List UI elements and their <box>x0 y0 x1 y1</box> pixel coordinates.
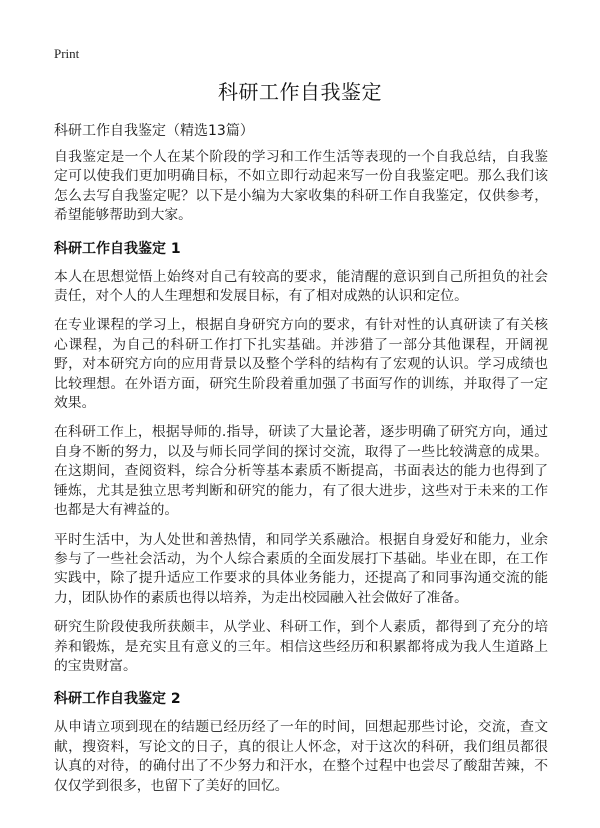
print-link[interactable]: Print <box>54 46 80 61</box>
document-body <box>54 121 548 806</box>
page-title: 科研工作自我鉴定 <box>218 80 382 104</box>
section-1 <box>54 239 548 677</box>
section-heading: 科研工作自我鉴定 1 <box>54 240 181 257</box>
paragraph: 研究生阶段使我所获颇丰，从学业、科研工作，到个人素质，都得到了充分的培养和锻炼，是充实且有意义的三年。相信这些经历和积累都将成为我人生道路上的宝贵财富。 <box>54 619 548 674</box>
paragraph: 在专业课程的学习上，根据自身研究方向的要求，有针对性的认真研读了有关核心课程，为自己的科研工作打下扎实基础。并涉猎了一部分其他课程，开阔视野，对本研究方向的应用背景以及整个学科的结构有了宏观的认识。学习成绩也比较理想。在外语方面，研究生阶段着重加强了书面写作的训练，并取得了一定效果。 <box>54 317 548 412</box>
section-2 <box>54 689 548 796</box>
intro-paragraph: 自我鉴定是一个人在某个阶段的学习和工作生活等表现的一个自我总结，自我鉴定可以使我们更加明确目标，不如立即行动起来写一份自我鉴定吧。那么我们该怎么去写自我鉴定呢？以下是小编为大家收集的科研工作自我鉴定，仅供参考，希望能够帮助到大家。 <box>54 149 548 224</box>
paragraph: 在科研工作上，根据导师的.指导，研读了大量论著，逐步明确了研究方向，通过自身不断的努力，以及与师长同学间的探讨交流，取得了一些比较满意的成果。在这期间，查阅资料，综合分析等基本素质不断提高，书面表达的能力也得到了锤炼，尤其是独立思考判断和研究的能力，有了很大进步，这些对于未来的工作也都是大有裨益的。 <box>54 424 548 519</box>
paragraph: 从申请立项到现在的结题已经历经了一年的时间，回想起那些讨论，交流，查文献，搜资料，写论文的日子，真的很让人怀念，对于这次的科研，我们组员都很认真的对待，的确付出了不少努力和汗水，在整个过程中也尝尽了酸甜苦辣，不仅仅学到很多，也留下了美好的回忆。 <box>54 719 548 794</box>
section-heading: 科研工作自我鉴定 2 <box>54 691 181 708</box>
paragraph: 平时生活中，为人处世和善热情，和同学关系融洽。根据自身爱好和能力，业余参与了一些社会活动，为个人综合素质的全面发展打下基础。毕业在即，在工作实践中，除了提升适应工作要求的具体业务能力，还提高了和同事沟通交流的能力，团队协作的素质也得以培养，为走出校园融入社会做好了准备。 <box>54 531 548 606</box>
document-subtitle: 科研工作自我鉴定（精选13篇） <box>54 123 254 139</box>
paragraph: 本人在思想觉悟上始终对自己有较高的要求，能清醒的意识到自己所担负的社会责任，对个人的人生理想和发展目标，有了相对成熟的认识和定位。 <box>54 268 548 305</box>
